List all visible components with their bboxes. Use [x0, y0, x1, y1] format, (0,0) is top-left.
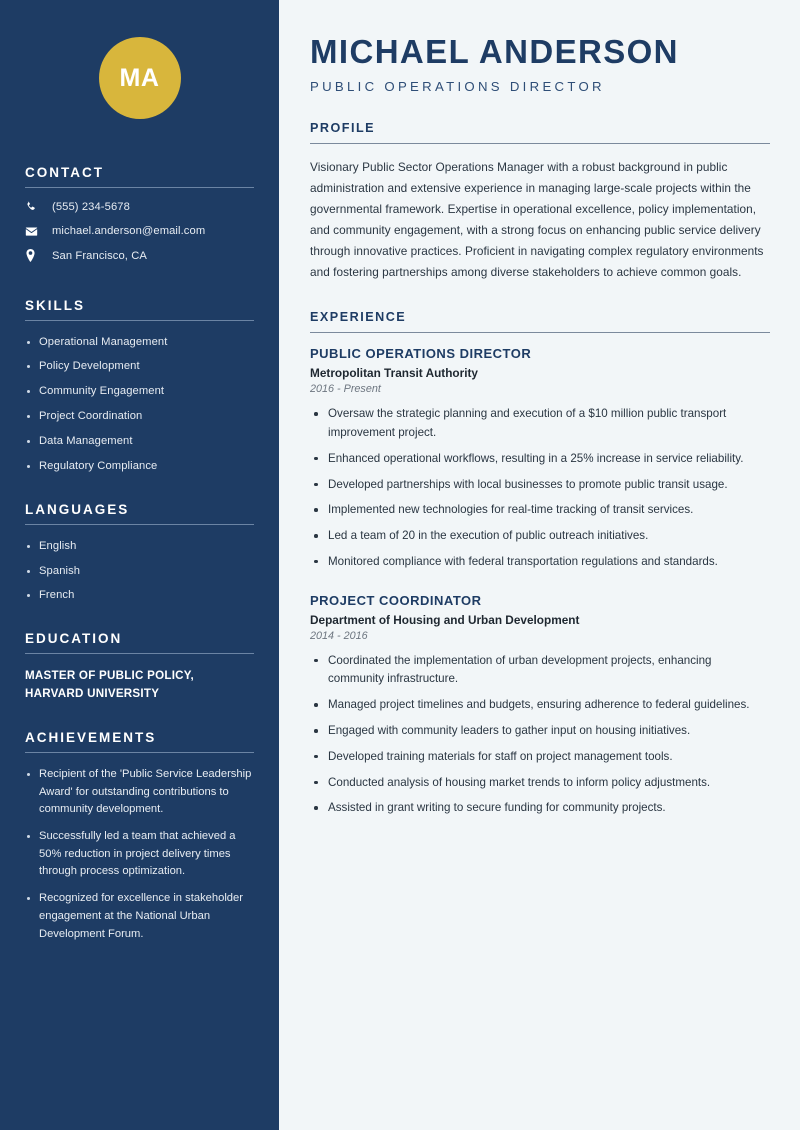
- education-degree: MASTER OF PUBLIC POLICY, HARVARD UNIVERSITY: [25, 669, 194, 700]
- education-section: [25, 631, 254, 702]
- contact-phone-value: (555) 234-5678: [52, 201, 130, 213]
- list-item: Engaged with community leaders to gather input on housing initiatives.: [310, 722, 770, 741]
- list-item: Conducted analysis of housing market trends to inform policy adjustments.: [310, 774, 770, 793]
- experience-job: [310, 346, 770, 571]
- spacer: [25, 706, 254, 730]
- languages-section: [25, 502, 254, 605]
- achievements-heading: ACHIEVEMENTS: [25, 730, 157, 746]
- experience-heading: EXPERIENCE: [310, 310, 407, 325]
- languages-divider: [25, 524, 254, 525]
- sidebar: [0, 0, 279, 1130]
- profile-section: [310, 121, 770, 283]
- profile-divider: [310, 143, 770, 144]
- profile-heading: PROFILE: [310, 121, 376, 136]
- job-role-subtitle: PUBLIC OPERATIONS DIRECTOR: [310, 79, 605, 95]
- experience-section: [310, 310, 770, 818]
- list-item: Managed project timelines and budgets, ensuring adherence to federal guidelines.: [310, 696, 770, 715]
- job-title: PUBLIC OPERATIONS DIRECTOR: [310, 346, 532, 362]
- languages-heading: LANGUAGES: [25, 501, 130, 517]
- list-item: Policy Development: [25, 358, 254, 375]
- list-item: French: [25, 587, 254, 604]
- list-item: Developed training materials for staff on project management tools.: [310, 748, 770, 767]
- list-item: Led a team of 20 in the execution of public outreach initiatives.: [310, 527, 770, 546]
- avatar-wrapper: [25, 0, 254, 165]
- list-item: Coordinated the implementation of urban development projects, enhancing community infrastructure.: [310, 652, 770, 690]
- list-item: Successfully led a team that achieved a 50% reduction in project delivery times through process optimization.: [25, 828, 254, 881]
- contact-email-row[interactable]: [25, 225, 254, 238]
- job-bullet-list: [310, 405, 770, 571]
- contact-divider: [25, 187, 254, 188]
- list-item: Assisted in grant writing to secure funding for community projects.: [310, 799, 770, 818]
- experience-job: [310, 593, 770, 818]
- job-company: Department of Housing and Urban Development: [310, 612, 580, 627]
- job-title: PROJECT COORDINATOR: [310, 592, 482, 608]
- list-item: Operational Management: [25, 334, 254, 351]
- list-item: English: [25, 538, 254, 555]
- contact-phone-row[interactable]: [25, 201, 254, 213]
- list-item: Recognized for excellence in stakeholder engagement at the National Urban Development Forum.: [25, 890, 254, 943]
- list-item: Enhanced operational workflows, resulting in a 25% increase in service reliability.: [310, 450, 770, 469]
- list-item: Developed partnerships with local businesses to promote public transit usage.: [310, 476, 770, 495]
- location-pin-icon: [25, 249, 43, 262]
- languages-list: [25, 538, 254, 605]
- achievements-list: [25, 766, 254, 943]
- list-item: Oversaw the strategic planning and execution of a $10 million public transport improvement project.: [310, 405, 770, 443]
- experience-divider: [310, 332, 770, 333]
- skills-heading: SKILLS: [25, 297, 86, 313]
- contact-location-row[interactable]: [25, 249, 254, 262]
- spacer: [25, 483, 254, 502]
- job-bullet-list: [310, 652, 770, 818]
- page-title: MICHAEL ANDERSON: [310, 33, 679, 70]
- list-item: Recipient of the 'Public Service Leadership Award' for outstanding contributions to community development.: [25, 766, 254, 819]
- main-content: [279, 0, 800, 1130]
- spacer: [25, 274, 254, 298]
- list-item: Community Engagement: [25, 383, 254, 400]
- job-dates: 2016 - Present: [310, 383, 381, 396]
- phone-icon: [25, 201, 43, 213]
- education-heading: EDUCATION: [25, 631, 123, 647]
- list-item: Data Management: [25, 433, 254, 450]
- avatar: MA: [99, 37, 181, 119]
- list-item: Implemented new technologies for real-time tracking of transit services.: [310, 501, 770, 520]
- contact-section: [25, 165, 254, 262]
- job-dates: 2014 - 2016: [310, 629, 368, 642]
- skills-divider: [25, 320, 254, 321]
- list-item: Regulatory Compliance: [25, 458, 254, 475]
- achievements-divider: [25, 752, 254, 753]
- contact-email-value: michael.anderson@email.com: [52, 225, 206, 237]
- envelope-icon: [25, 225, 43, 238]
- contact-list: [25, 201, 254, 262]
- list-item: Spanish: [25, 563, 254, 580]
- job-company: Metropolitan Transit Authority: [310, 366, 478, 381]
- contact-location-value: San Francisco, CA: [52, 249, 147, 262]
- skills-section: [25, 298, 254, 476]
- list-item: Project Coordination: [25, 408, 254, 425]
- list-item: Monitored compliance with federal transportation regulations and standards.: [310, 553, 770, 572]
- profile-text: Visionary Public Sector Operations Manager with a robust background in public administration and extensive experience in managing large-scale projects within the governmental framework. Expertise in operational excellence, policy implementation, and community engagement, with a strong focus on enhancing public service delivery through innovative practices. Proficient in navigating complex regulatory environments and fostering partnerships among diverse stakeholders to achieve common goals.: [310, 160, 764, 280]
- achievements-section: [25, 730, 254, 943]
- skills-list: [25, 334, 254, 476]
- spacer: [25, 612, 254, 631]
- education-divider: [25, 653, 254, 654]
- contact-heading: CONTACT: [25, 165, 104, 180]
